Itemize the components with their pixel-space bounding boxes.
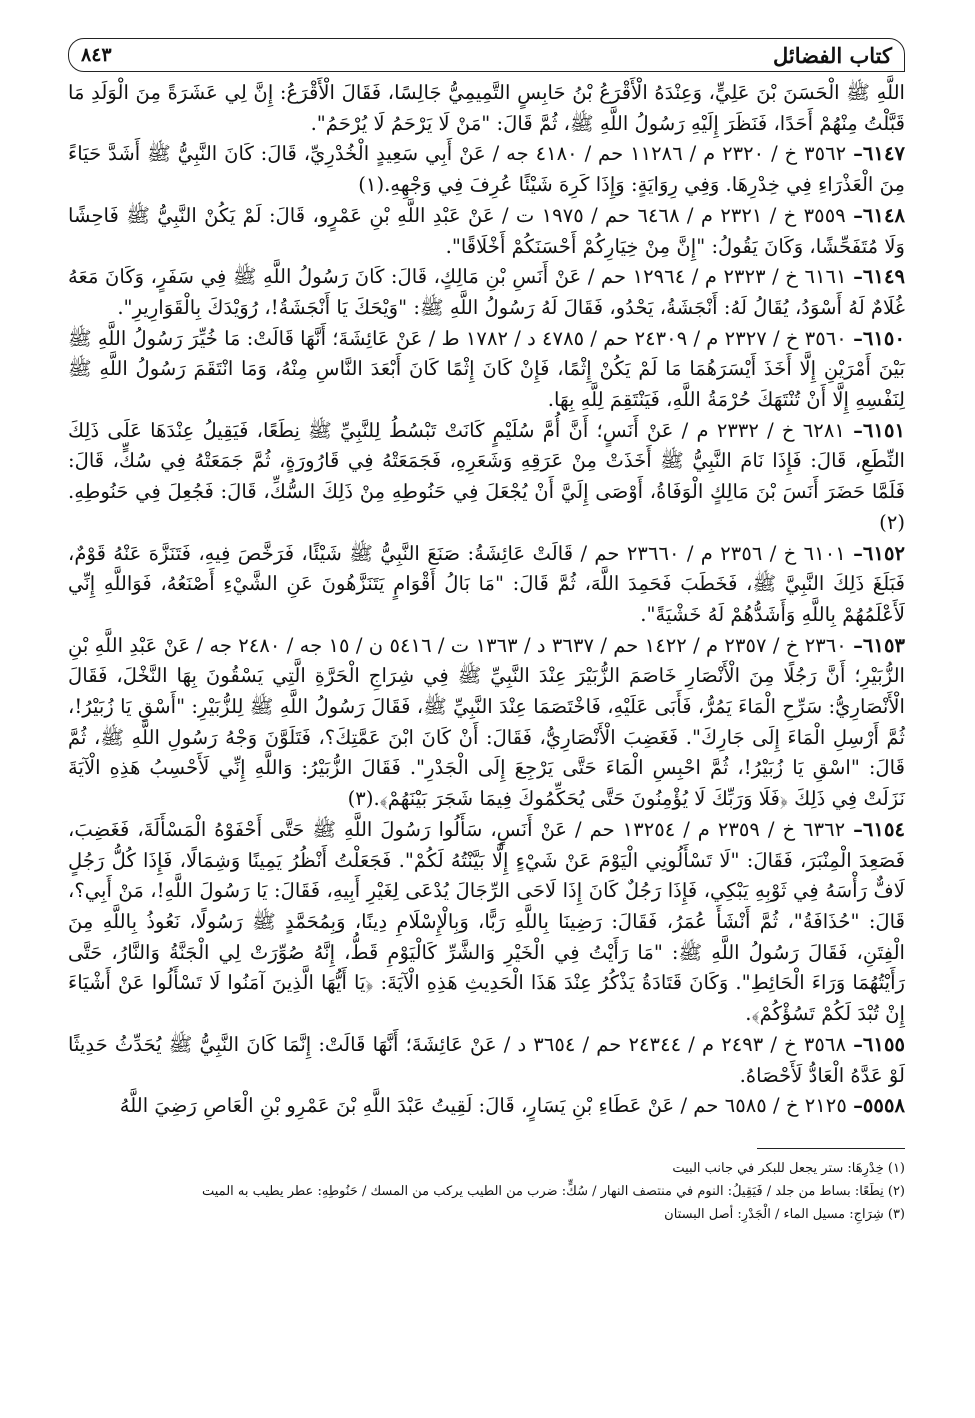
hadith-number: ٥٥٥٨– — [853, 1094, 905, 1118]
hadith-paragraph — [68, 262, 905, 323]
running-header — [68, 38, 905, 72]
hadith-number: ٦١٤٧– — [853, 142, 905, 166]
hadith-paragraph — [68, 815, 905, 1030]
hadith-paragraph — [68, 539, 905, 631]
footnotes — [68, 1157, 905, 1226]
paragraph-continuation — [68, 78, 905, 139]
hadith-paragraph — [68, 1091, 905, 1122]
footnote: (٣) شِرَاجِ: مسيل الماء / الْجَدْرِ: أصل البستان — [664, 1206, 905, 1222]
hadith-text: ٦٣٦٢ خ / ٢٣٥٩ م / ١٣٢٥٤ حم / عَنْ أَنَسٍ، سَأَلُوا رَسُولَ اللَّهِ ﷺ حَتَّى أَحْفَوْهُ الْمَسْأَلَةَ، فَغَضِبَ، فَصَعِدَ الْمِنْبَرَ، فَقَالَ: "لَا تَسْأَلُونِي الْيَوْمَ عَنْ شَيْءٍ إِلَّا بَيَّنْتُهُ لَكُمْ". فَجَعَلْتُ أَنْظُرُ يَمِينًا وَشِمَالًا، فَإِذَا كُلُّ رَجُلٍ لَافٌّ رَأْسَهُ فِي ثَوْبِهِ يَبْكِي، فَإِذَا رَجُلٌ كَانَ إِذَا لَاحَى الرِّجَالَ يُدْعَى لِغَيْرِ أَبِيهِ، فَقَالَ: يَا رَسُولَ اللَّهِ!، مَنْ أَبِي؟، قَالَ: "حُذَافَةُ"، ثُمَّ أَنْشَأَ عُمَرُ، فَقَالَ: رَضِينَا بِاللَّهِ رَبًّا، وَبِالْإِسْلَامِ دِينًا، وَبِمُحَمَّدٍ ﷺ رَسُولًا، نَعُوذُ بِاللَّهِ مِنَ الْفِتَنِ، فَقَالَ رَسُولُ اللَّهِ ﷺ: "مَا رَأَيْتُ فِي الْخَيْرِ وَالشَّرِّ كَالْيَوْمِ قَطُّ، إِنَّهُ صُوِّرَتْ لِي الْجَنَّةُ وَالنَّارُ، حَتَّى رَأَيْتُهُمَا وَرَاءَ الْحَائِطِ". وَكَانَ قَتَادَةُ يَذْكُرُ عِنْدَ هَذَا الْحَدِيثِ هَذِهِ الْآيَةَ: ﴿يَا أَيُّهَا الَّذِينَ آمَنُوا لَا تَسْأَلُوا عَنْ أَشْيَاءَ إِنْ تُبْدَ لَكُمْ تَسُؤْكُمْ﴾. — [68, 817, 905, 1026]
hadith-paragraph — [68, 324, 905, 416]
hadith-text: ٢١٢٥ خ / ٦٥٨٥ حم / عَنْ عَطَاءِ بْنِ يَسَارٍ، قَالَ: لَقِيتُ عَبْدَ اللَّهِ بْنَ عَمْرِو بْنِ الْعَاصِ رَضِيَ اللَّهُ — [119, 1094, 847, 1118]
hadith-text: اللَّهِ ﷺ الْحَسَنَ بْنَ عَلِيٍّ، وَعِنْدَهُ الْأَقْرَعُ بْنُ حَابِسٍ التَّمِيمِيُّ جَالِسًا، فَقَالَ الْأَقْرَعُ: إِنَّ لِي عَشَرَةً مِنَ الْوَلَدِ مَا قَبَّلْتُ مِنْهُمْ أَحَدًا، فَنَظَرَ إِلَيْهِ رَسُولُ اللَّهِ ﷺ، ثُمَّ قَالَ: "مَنْ لَا يَرْحَمُ لَا يُرْحَمُ". — [68, 81, 905, 135]
hadith-number: ٦١٤٩– — [853, 265, 905, 289]
hadith-text: ٦١٠١ خ / ٢٣٥٦ م / ٢٣٦٦٠ حم / قَالَتْ عَائِشَةُ: صَنَعَ النَّبِيُّ ﷺ شَيْئًا، فَرَخَّصَ فِيهِ، فَتَنَزَّهَ عَنْهُ قَوْمٌ، فَبَلَغَ ذَلِكَ النَّبِيَّ ﷺ، فَخَطَبَ فَحَمِدَ اللَّهَ، ثُمَّ قَالَ: "مَا بَالُ أَقْوَامٍ يَتَنَزَّهُونَ عَنِ الشَّيْءِ أَصْنَعُهُ، فَوَاللَّهِ إِنِّي لَأَعْلَمُهُمْ بِاللَّهِ وَأَشَدُّهُمْ لَهُ خَشْيَةً". — [68, 541, 905, 626]
hadith-number: ٦١٥٤– — [853, 817, 906, 841]
footnote: (١) خِدْرِهَا: ستر يجعل للبكر في جانب البيت — [672, 1160, 905, 1176]
hadith-text: ٦١٦١ خ / ٢٣٢٣ م / ١٢٩٦٤ حم / عَنْ أَنَسِ بْنِ مَالِكٍ، قَالَ: كَانَ رَسُولُ اللَّهِ ﷺ فِي سَفَرٍ، وَكَانَ مَعَهُ غُلَامٌ لَهُ أَسْوَدُ، يُقَالُ لَهُ: أَنْجَشَةُ، يَحْدُو، فَقَالَ لَهُ رَسُولُ اللَّهِ ﷺ: "وَيْحَكَ يَا أَنْجَشَةُ!، رُوَيْدَكَ بِالْقَوَارِيرِ". — [68, 265, 905, 319]
hadith-text: ٢٣٦٠ خ / ٢٣٥٧ م / ١٤٢٢ حم / ٣٦٣٧ د / ١٣٦٣ ت / ٥٤١٦ ن / ١٥ جه / ٢٤٨٠ جه / عَنْ عَبْدِ اللَّهِ بْنِ الزُّبَيْرِ؛ أَنَّ رَجُلًا مِنَ الْأَنْصَارِ خَاصَمَ الزُّبَيْرَ عِنْدَ النَّبِيِّ ﷺ فِي شِرَاجِ الْحَرَّةِ الَّتِي يَسْقُونَ بِهَا النَّخْلَ، فَقَالَ الْأَنْصَارِيُّ: سَرِّحِ الْمَاءَ يَمُرُّ، فَأَبَى عَلَيْهِ، فَاخْتَصَمَا عِنْدَ النَّبِيِّ ﷺ، فَقَالَ رَسُولُ اللَّهِ ﷺ لِلزُّبَيْرِ: "أَسْقِ يَا زُبَيْرُ!، ثُمَّ أَرْسِلِ الْمَاءَ إِلَى جَارِكَ". فَغَضِبَ الْأَنْصَارِيُّ، فَقَالَ: أَنْ كَانَ ابْنَ عَمَّتِكَ؟، فَتَلَوَّنَ وَجْهُ رَسُولِ اللَّهِ ﷺ، ثُمَّ قَالَ: "اسْقِ يَا زُبَيْرُ!، ثُمَّ احْبِسِ الْمَاءَ حَتَّى يَرْجِعَ إِلَى الْجَدْرِ". فَقَالَ الزُّبَيْرُ: وَاللَّهِ إِنِّي لَأَحْسِبُ هَذِهِ الْآيَةَ نَزَلَتْ فِي ذَلِكَ ﴿فَلَا وَرَبِّكَ لَا يُؤْمِنُونَ حَتَّى يُحَكِّمُوكَ فِيمَا شَجَرَ بَيْنَهُمْ﴾.(٣) — [68, 633, 905, 811]
page-number: ٨٤٣ — [81, 44, 112, 66]
footnote: (٢) نِطَعًا: بساط من جلد / فَيَقِيلُ: النوم في منتصف النهار / سُكٍّ: ضرب من الطيب يركب من المسك / حَنُوطِهِ: عطر يطيب به الميت — [201, 1183, 905, 1199]
footnote-divider — [757, 1148, 905, 1149]
page — [68, 38, 905, 1226]
hadith-text: ٣٥٥٩ خ / ٢٣٢١ م / ٦٤٦٨ حم / ١٩٧٥ ت / عَنْ عَبْدِ اللَّهِ بْنِ عَمْرٍو، قَالَ: لَمْ يَكُنْ النَّبِيُّ ﷺ فَاحِشًا وَلَا مُتَفَحِّشًا، وَكَانَ يَقُولُ: "إِنَّ مِنْ خِيَارِكُمْ أَحْسَنَكُمْ أَخْلَاقًا". — [68, 203, 905, 258]
hadith-text: ٣٥٦٠ خ / ٢٣٢٧ م / ٢٤٣٠٩ حم / ٤٧٨٥ د / ١٧٨٢ ط / عَنْ عَائِشَةَ؛ أَنَّهَا قَالَتْ: مَا خُيِّرَ رَسُولُ اللَّهِ ﷺ بَيْنَ أَمْرَيْنِ إِلَّا أَخَذَ أَيْسَرَهُمَا مَا لَمْ يَكُنْ إِثْمًا، فَإِنْ كَانَ إِثْمًا كَانَ أَبْعَدَ النَّاسِ مِنْهُ، وَمَا انْتَقَمَ رَسُولُ اللَّهِ ﷺ لِنَفْسِهِ إِلَّا أَنْ تُنْتَهَكَ حُرْمَةُ اللَّهِ، فَيَنْتَقِمَ لِلَّهِ بِهَا. — [68, 326, 905, 412]
hadith-number: ٦١٥٣– — [853, 633, 906, 657]
hadith-number: ٦١٤٨– — [853, 203, 905, 227]
hadith-text: ٣٥٦٨ خ / ٢٤٩٣ م / ٢٤٣٤٤ حم / ٣٦٥٤ د / عَنْ عَائِشَةَ؛ أَنَّهَا قَالَتْ: إِنَّمَا كَانَ النَّبِيُّ ﷺ يُحَدِّثُ حَدِيثًا لَوْ عَدَّهُ الْعَادُّ لَأَحْصَاهُ. — [68, 1032, 905, 1087]
hadith-text: ٦٢٨١ خ / ٢٣٣٢ م / عَنْ أَنَسٍ؛ أَنَّ أُمَّ سُلَيْمٍ كَانَتْ تَبْسُطُ لِلنَّبِيِّ ﷺ نِطَعًا، فَيَقِيلُ عِنْدَهَا عَلَى ذَلِكَ النِّطَعِ، قَالَ: فَإِذَا نَامَ النَّبِيُّ ﷺ أَخَذَتْ مِنْ عَرَقِهِ وَشَعَرِهِ، فَجَمَعَتْهُ فِي قَارُورَةٍ، ثُمَّ جَمَعَتْهُ فِي سُكٍّ، قَالَ: فَلَمَّا حَضَرَ أَنَسَ بْنَ مَالِكٍ الْوَفَاةُ، أَوْصَى إِلَيَّ أَنْ يُجْعَلَ فِي حَنُوطِهِ مِنْ ذَلِكَ السُّكِّ، قَالَ: فَجُعِلَ فِي حَنُوطِهِ.(٢) — [68, 418, 905, 534]
hadith-number: ٦١٥٢– — [853, 541, 905, 565]
hadith-number: ٦١٥٠– — [853, 326, 905, 350]
book-title: كتاب الفضائل — [772, 42, 892, 68]
hadith-paragraph — [68, 1030, 905, 1091]
main-text — [68, 78, 905, 1122]
hadith-paragraph — [68, 416, 905, 539]
hadith-text: ٣٥٦٢ خ / ٢٣٢٠ م / ١١٢٨٦ حم / ٤١٨٠ جه / عَنْ أَبِي سَعِيدٍ الْخُدْرِيِّ، قَالَ: كَانَ النَّبِيُّ ﷺ أَشَدَّ حَيَاءً مِنَ الْعَذْرَاءِ فِي خِدْرِهَا. وَفِي رِوَايَةٍ: وَإِذَا كَرِهَ شَيْئًا عُرِفَ فِي وَجْهِهِ.(١) — [68, 142, 905, 197]
hadith-paragraph — [68, 139, 905, 200]
hadith-number: ٦١٥٥– — [853, 1032, 905, 1056]
hadith-paragraph — [68, 631, 905, 815]
hadith-number: ٦١٥١– — [853, 418, 906, 442]
hadith-paragraph — [68, 201, 905, 262]
